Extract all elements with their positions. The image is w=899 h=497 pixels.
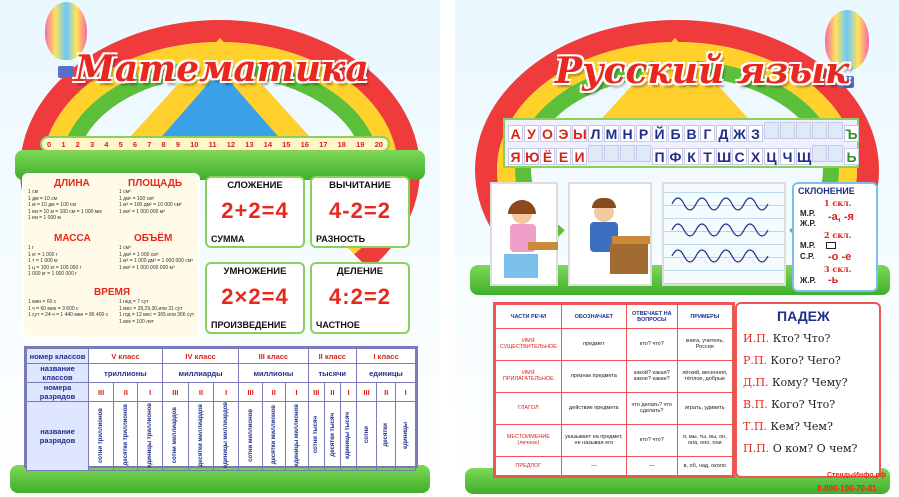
ruler-number: 10	[190, 139, 199, 149]
table-cell: I	[396, 383, 416, 402]
operation-result: ЧАСТНОЕ	[316, 320, 360, 330]
decl-2-endings: -о -е	[828, 251, 852, 263]
rank-name: единицы триллионов	[147, 402, 154, 468]
table-cell: миллионы	[239, 364, 308, 383]
rank-name-cell	[262, 402, 285, 471]
operation-name: СЛОЖЕНИЕ	[227, 180, 283, 191]
unit-line: 1 000 кг = 1 000 000 г	[28, 271, 78, 277]
case-question: Кого? Чего?	[770, 354, 841, 367]
alphabet-letter: Б	[668, 125, 683, 142]
ruler-number: 0	[47, 139, 52, 149]
rank-name-cell	[89, 402, 114, 471]
rank-name: десятки триллионов	[122, 404, 129, 466]
operation-result: ПРОИЗВЕДЕНИЕ	[211, 320, 287, 330]
table-cell: IV класс	[162, 349, 238, 364]
volume-heading: ОБЪЁМ	[134, 233, 173, 244]
rank-name-cell	[239, 402, 263, 471]
case-row	[743, 328, 883, 350]
unit-line: 1 км = 10 м = 100 см = 1 000 мм	[28, 208, 102, 215]
operation-name: ВЫЧИТАНИЕ	[329, 180, 391, 191]
rank-name: сотни миллиардов	[172, 406, 179, 464]
alphabet-letter: Э	[556, 125, 571, 142]
ruler-number: 1	[61, 139, 66, 149]
empty-ending-icon	[826, 242, 836, 249]
unit-line: 1 сут = 24 ч = 1 440 мин = 86 400 с	[28, 312, 109, 318]
rank-name-cell	[188, 402, 213, 471]
place-value-table	[24, 346, 418, 468]
alphabet-letter: О	[540, 125, 555, 142]
ruler-number: 13	[245, 139, 254, 149]
page-title: Математика	[75, 48, 369, 90]
pos-cell: ИМЯ СУЩЕСТВИТЕЛЬНОЕ	[496, 329, 562, 361]
alphabet-letter: Ц	[764, 148, 779, 165]
alphabet-letter	[604, 145, 619, 162]
number-ruler	[40, 136, 390, 152]
table-cell: номер классов	[27, 349, 89, 364]
alphabet-letter: П	[652, 148, 667, 165]
length-heading: ДЛИНА	[54, 178, 90, 189]
alphabet-letter: Т	[700, 148, 715, 165]
case-row	[743, 438, 883, 460]
boy-at-desk-image	[568, 182, 652, 286]
unit-line: 1 см²	[119, 189, 131, 195]
pos-header: ЧАСТИ РЕЧИ	[496, 305, 562, 329]
operation-card	[310, 262, 410, 334]
alphabet-letter: М	[605, 126, 618, 142]
table-cell: III	[239, 383, 263, 402]
rank-name-cell	[285, 402, 308, 471]
unit-line: 1 км² = 1 000 000 м²	[119, 208, 165, 215]
alphabet-letter: З	[748, 125, 763, 142]
ruler-number: 7	[147, 139, 152, 149]
table-cell: III	[308, 383, 325, 402]
alphabet-letter: И	[572, 148, 587, 165]
case-question: Кем? Чем?	[770, 420, 833, 433]
alphabet-letter: Е	[556, 148, 571, 165]
pos-cell: лёгкий, весенняя, тёплое, добрые	[677, 360, 732, 392]
decl-1-label: 1 скл.	[824, 198, 852, 208]
unit-line: 1 км³ = 1 000 000 000 м³	[119, 264, 175, 271]
rank-name-cell	[114, 402, 138, 471]
mass-units	[28, 245, 116, 278]
unit-line: 1 нед = 7 сут	[119, 299, 149, 305]
alphabet-letter: В	[684, 125, 699, 142]
pos-cell: —	[561, 456, 626, 475]
table-cell: III класс	[239, 349, 308, 364]
rank-name: единицы тысяч	[345, 411, 352, 459]
table-cell: I класс	[357, 349, 416, 364]
ruler-number: 15	[282, 139, 291, 149]
operation-example: 2×2=4	[221, 284, 289, 309]
rank-name: единицы	[402, 421, 409, 449]
declension-title: СКЛОНЕНИЕ	[798, 186, 855, 196]
operation-card	[310, 176, 410, 248]
table-cell: название классов	[27, 364, 89, 383]
alphabet-letter	[764, 122, 779, 139]
table-cell: II	[188, 383, 213, 402]
unit-line: 1 год = 12 мес = 365 или 366 сут	[119, 312, 195, 318]
pos-cell: МЕСТОИМЕНИЕ (личное)	[496, 424, 562, 456]
pos-cell: указывает на предмет, не называя его	[561, 424, 626, 456]
rank-name-cell	[340, 402, 356, 471]
area-heading: ПЛОЩАДЬ	[128, 178, 183, 189]
decl-3-ending: -ь	[828, 274, 839, 286]
brand-phone: 8-800-100-70-81	[817, 484, 877, 493]
unit-line: 1 г	[28, 245, 34, 251]
rank-name: десятки миллиардов	[198, 403, 204, 467]
pos-header: ПРИМЕРЫ	[677, 305, 732, 329]
pos-cell: признак предмета	[561, 360, 626, 392]
case-abbr: Р.П.	[743, 354, 767, 367]
ruler-number: 5	[118, 139, 123, 149]
operation-result: СУММА	[211, 234, 245, 244]
alphabet-letter: Ь	[844, 148, 859, 165]
operation-name: УМНОЖЕНИЕ	[223, 266, 287, 277]
unit-line: 1 мес = 28,29,30,или 31 сут	[119, 305, 183, 312]
rank-name: сотни миллионов	[247, 408, 254, 462]
ruler-number: 14	[263, 139, 272, 149]
table-cell: II	[114, 383, 138, 402]
alphabet-letter: Я	[508, 148, 523, 165]
operation-card	[205, 176, 305, 248]
alphabet-letter	[828, 145, 843, 162]
rank-name-cell	[308, 402, 325, 471]
case-abbr: П.П.	[743, 442, 770, 455]
unit-line: 1 век = 100 лет	[119, 318, 154, 325]
case-abbr: И.П.	[743, 332, 770, 345]
decl-2-label: 2 скл.	[824, 230, 852, 240]
time-heading: ВРЕМЯ	[94, 287, 131, 298]
case-abbr: Т.П.	[743, 420, 767, 433]
mass-heading: МАССА	[54, 233, 91, 244]
table-cell: II	[377, 383, 396, 402]
decl-2-gender-n: С.Р.	[800, 252, 815, 261]
pos-header: ОБОЗНАЧАЕТ	[561, 305, 626, 329]
case-row	[743, 394, 883, 416]
math-stand	[0, 0, 440, 497]
time-units-2	[119, 299, 201, 325]
case-row	[743, 416, 883, 438]
operation-example: 4-2=2	[329, 198, 391, 223]
rank-name: единицы миллионов	[293, 403, 300, 467]
rank-name-cell	[162, 402, 188, 471]
pos-cell: —	[626, 456, 677, 475]
volume-units	[119, 245, 201, 271]
pos-cell: предмет	[561, 329, 626, 361]
ruler-number: 9	[175, 139, 180, 149]
alphabet-letter: Ю	[525, 149, 540, 165]
alphabet-letter: Ч	[780, 148, 795, 165]
table-cell: II	[262, 383, 285, 402]
pos-cell: ИМЯ ПРИЛАГАТЕЛЬНОЕ	[496, 360, 562, 392]
alphabet-letter: К	[684, 148, 699, 165]
alphabet-letter: Щ	[797, 149, 812, 165]
table-cell: III	[162, 383, 188, 402]
ruler-number: 18	[337, 139, 346, 149]
decl-3-gender-f: Ж.Р.	[800, 276, 816, 285]
table-cell: тысячи	[308, 364, 356, 383]
alphabet-letter: Ё	[540, 148, 555, 165]
brand-watermark: СтендыИнфо.рф	[827, 472, 886, 479]
unit-line: 1 т = 1 000 кг	[28, 258, 59, 264]
alphabet-letter: У	[524, 125, 539, 142]
table-cell: I	[340, 383, 356, 402]
case-question: Кого? Что?	[771, 398, 836, 411]
unit-line: 1 дм² = 100 см²	[119, 195, 155, 202]
rank-name-cell	[377, 402, 396, 471]
rank-name: десятки тысяч	[329, 413, 336, 457]
alphabet-letter: Й	[652, 125, 667, 142]
alphabet-letter	[828, 122, 843, 139]
alphabet-letter: А	[508, 125, 523, 142]
ruler-number: 3	[89, 139, 95, 149]
alphabet-letter: Р	[636, 125, 651, 142]
rank-name: десятки миллионов	[270, 405, 277, 465]
table-cell: I	[138, 383, 162, 402]
cases-title: ПАДЕЖ	[777, 308, 830, 324]
unit-line: 1 дм = 10 см	[28, 195, 58, 202]
page-title-russian: Русский язык	[555, 50, 850, 92]
area-units	[119, 189, 201, 215]
decl-1-endings: -а, -я	[828, 211, 854, 223]
ruler-number: 6	[132, 139, 138, 149]
table-cell: III	[89, 383, 114, 402]
rank-name: сотни триллионов	[98, 407, 105, 463]
table-cell: II	[325, 383, 341, 402]
declension-card	[792, 182, 878, 292]
table-cell: III	[357, 383, 377, 402]
pos-cell: играть, удивить	[677, 392, 732, 424]
table-cell: номера разрядов	[27, 383, 89, 402]
rank-name-cell	[325, 402, 341, 471]
rank-name-cell	[357, 402, 377, 471]
table-cell: миллиарды	[162, 364, 238, 383]
unit-line: 1 см³	[119, 245, 131, 251]
ruler-number: 16	[300, 139, 309, 149]
ruler-number: 12	[226, 139, 236, 149]
ruler-number: 4	[104, 139, 109, 149]
rank-name-cell	[396, 402, 416, 471]
rank-name: сотни	[363, 426, 370, 444]
alphabet-letter: Ж	[733, 126, 746, 142]
rank-name-cell	[138, 402, 162, 471]
units-card	[22, 173, 200, 339]
time-units	[28, 299, 116, 319]
table-cell: V класс	[89, 349, 163, 364]
alphabet-letter	[588, 145, 603, 162]
alphabet-letter: Л	[588, 125, 603, 142]
table-cell: триллионы	[89, 364, 163, 383]
decl-3-label: 3 скл.	[824, 264, 852, 274]
operation-name: ДЕЛЕНИЕ	[336, 266, 384, 277]
case-question: Кто? Что?	[772, 332, 831, 345]
pos-cell: я, мы, ты, вы, он, она, оно, они	[677, 424, 732, 456]
alphabet-letter: С	[732, 148, 747, 165]
alphabet-letter	[636, 145, 651, 162]
ruler-number: 2	[75, 139, 80, 149]
decl-2-gender-m: М.Р.	[800, 241, 816, 250]
girl-at-desk-image	[490, 182, 558, 286]
unit-line: 1 ч = 60 мин = 3 600 с	[28, 305, 79, 312]
length-units	[28, 189, 116, 222]
pos-cell: в, об, над, около	[677, 456, 732, 475]
table-cell: единицы	[357, 364, 416, 383]
cursive-alphabet-image	[662, 182, 786, 286]
pos-cell: что делать? что сделать?	[626, 392, 677, 424]
operation-example: 2+2=4	[221, 198, 289, 223]
alphabet-letter: Д	[716, 125, 731, 142]
pos-cell: ПРЕДЛОГ	[496, 456, 562, 475]
case-abbr: Д.П.	[743, 376, 769, 389]
pos-cell: ГЛАГОЛ	[496, 392, 562, 424]
alphabet-letter: Ы	[573, 126, 587, 142]
case-question: О ком? О чем?	[772, 442, 858, 455]
operation-card	[205, 262, 305, 334]
case-question: Кому? Чему?	[772, 376, 848, 389]
alphabet-letter: Г	[700, 125, 715, 142]
ruler-number: 11	[208, 139, 217, 149]
ruler-number: 19	[356, 139, 365, 149]
rank-name: единицы миллиардов	[223, 402, 230, 469]
case-row	[743, 350, 883, 372]
unit-line: 1 м = 10 дм = 100 см	[28, 202, 76, 208]
operation-result: РАЗНОСТЬ	[316, 234, 366, 244]
table-cell: название разрядов	[27, 402, 89, 471]
decl-1-gender-m: М.Р.	[800, 209, 816, 218]
alphabet-letter: Х	[748, 148, 763, 165]
parts-of-speech-table	[493, 302, 735, 478]
rank-name-cell	[214, 402, 239, 471]
table-cell: I	[285, 383, 308, 402]
cases-card	[735, 302, 881, 478]
pos-cell: кто? что?	[626, 424, 677, 456]
alphabet-letter	[620, 145, 635, 162]
unit-line: 1 ц = 100 кг = 100 000 г	[28, 264, 82, 271]
alphabet-letter: Ф	[669, 149, 682, 165]
pos-cell: какой? какая? какое? какие?	[626, 360, 677, 392]
rank-name: десятки	[383, 423, 390, 447]
unit-line: 1 м² = 100 дм² = 10 000 см²	[119, 202, 182, 208]
unit-line: 1 см	[28, 189, 39, 195]
ruler-number: 20	[374, 139, 383, 149]
alphabet-letter	[812, 145, 827, 162]
table-cell: I	[214, 383, 239, 402]
pos-cell: действие предмета	[561, 392, 626, 424]
rank-name: сотни тысяч	[313, 416, 320, 454]
alphabet-letter: Н	[620, 125, 635, 142]
unit-line: 1 дм³ = 1 000 см³	[119, 251, 159, 258]
russian-stand	[455, 0, 899, 497]
ruler-number: 17	[319, 139, 328, 149]
table-cell: II класс	[308, 349, 356, 364]
unit-line: 1 мин = 60 с	[28, 299, 57, 305]
operation-example: 4:2=2	[329, 284, 391, 309]
case-abbr: В.П.	[743, 398, 768, 411]
pos-cell: книга, учитель, Россия	[677, 329, 732, 361]
case-row	[743, 372, 883, 394]
alphabet-letter: Ъ	[845, 126, 858, 142]
pos-cell: кто? что?	[626, 329, 677, 361]
alphabet-board	[503, 118, 859, 168]
ruler-number: 8	[161, 139, 166, 149]
alphabet-letter	[796, 122, 811, 139]
decl-1-gender-f: Ж.Р.	[800, 219, 816, 228]
unit-line: 1 км = 1 000 м	[28, 215, 61, 221]
alphabet-letter	[780, 122, 795, 139]
alphabet-letter	[812, 122, 827, 139]
unit-line: 1 кг = 1 000 г	[28, 251, 58, 258]
alphabet-letter: Ш	[717, 149, 732, 165]
unit-line: 1 м³ = 1 000 дм³ = 1 000 000 см³	[119, 258, 193, 264]
pos-header: ОТВЕЧАЕТ НА ВОПРОСЫ	[626, 305, 677, 329]
